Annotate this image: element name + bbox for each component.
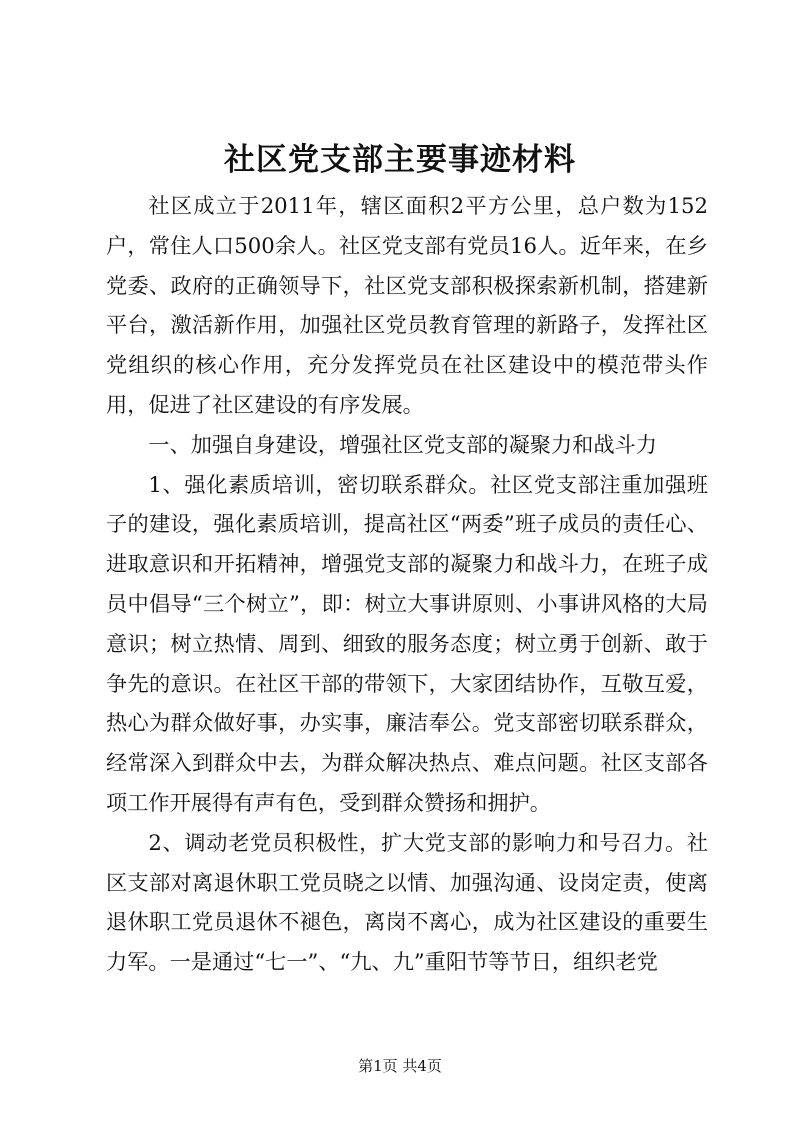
document-title: 社区党支部主要事迹材料	[224, 142, 576, 178]
document-body	[106, 186, 708, 982]
section-heading-1: 一、加强自身建设，增强社区党支部的凝聚力和战斗力	[148, 431, 657, 457]
paragraph-intro: 社区成立于2011年，辖区面积2平方公里，总户数为152户，常住人口500余人。社区党支部有党员16人。近年来，在乡党委、政府的正确领导下，社区党支部积极探索新机制，搭建新平台，激活新作用，加强社区党员教育管理的新路子，发挥社区党组织的核心作用，充分发挥党员在社区建设中的模范带头作用，促进了社区建设的有序发展。	[106, 193, 708, 417]
paragraph-item-2: 2、调动老党员积极性，扩大党支部的影响力和号召力。社区支部对离退休职工党员晓之以情、加强沟通、设岗定责，使离退休职工党员退休不褪色，离岗不离心，成为社区建设的重要生力军。一是通过“七一”、“九、九”重阳节等节日，组织老党	[106, 829, 708, 975]
paragraph-item-1: 1、强化素质培训，密切联系群众。社区党支部注重加强班子的建设，强化素质培训，提高社区“两委”班子成员的责任心、进取意识和开拓精神，增强党支部的凝聚力和战斗力，在班子成员中倡导“三个树立”，即：树立大事讲原则、小事讲风格的大局意识；树立热情、周到、细致的服务态度；树立勇于创新、敢于争先的意识。在社区干部的带领下，大家团结协作，互敬互爱，热心为群众做好事，办实事，廉洁奉公。党支部密切联系群众，经常深入到群众中去，为群众解决热点、难点问题。社区支部各项工作开展得有声有色，受到群众赞扬和拥护。	[106, 471, 708, 815]
page-footer: 第1页 共4页	[358, 1057, 442, 1075]
